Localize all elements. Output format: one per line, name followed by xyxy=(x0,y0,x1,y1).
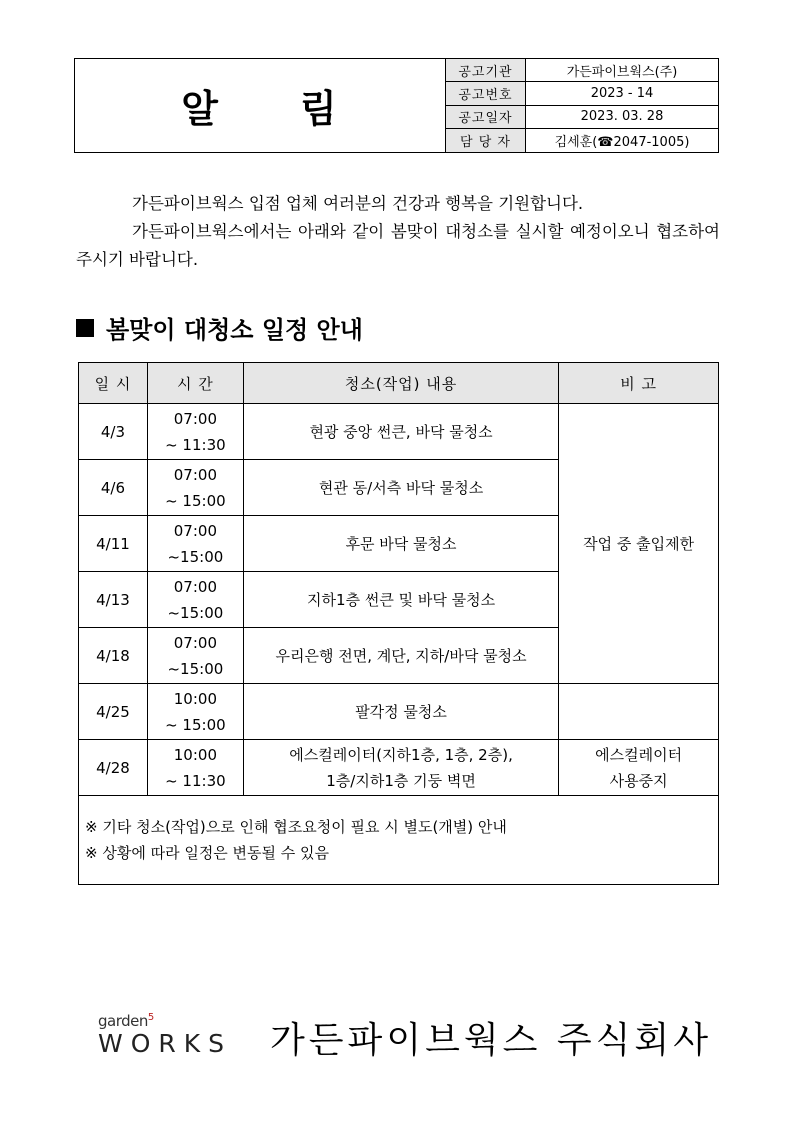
meta-value-contact: 김세훈(☎2047-1005) xyxy=(554,134,690,150)
logo-bottom: WORKS xyxy=(98,1029,233,1058)
cell-content: 우리은행 전면, 계단, 지하/바닥 물청소 xyxy=(243,628,558,684)
section-heading xyxy=(76,310,363,345)
cell-date: 4/28 xyxy=(79,740,148,796)
company-name: 가든파이브웍스 주식회사 xyxy=(270,1020,712,1061)
cell-time xyxy=(147,572,243,628)
note-line-1: ※ 기타 청소(작업)으로 인해 협조요청이 필요 시 별도(개별) 안내 xyxy=(85,818,507,836)
table-row xyxy=(79,740,719,796)
cell-date: 4/25 xyxy=(79,684,148,740)
notice-meta xyxy=(446,59,718,152)
cell-content: 후문 바닥 물청소 xyxy=(243,516,558,572)
table-row xyxy=(79,404,719,460)
meta-key-agency: 공고기관 xyxy=(446,59,526,82)
logo-top xyxy=(98,1012,232,1030)
cell-remark-empty xyxy=(559,684,719,740)
time-end: ~ 11:30 xyxy=(165,771,226,790)
cell-time xyxy=(147,740,243,796)
logo-sup: 5 xyxy=(147,1012,154,1023)
time-end: ~ 15:00 xyxy=(165,491,226,510)
time-start: 07:00 xyxy=(173,465,217,484)
content-line-2: 1층/지하1층 기둥 벽면 xyxy=(326,771,476,790)
meta-key-number: 공고번호 xyxy=(446,82,526,105)
section-title-text: 봄맞이 대청소 일정 안내 xyxy=(106,316,363,344)
time-start: 07:00 xyxy=(173,521,217,540)
remark-line-1: 에스컬레이터 xyxy=(595,745,683,764)
cell-date: 4/11 xyxy=(79,516,148,572)
notice-header xyxy=(74,58,719,153)
title-char-1: 알 xyxy=(181,87,220,131)
time-start: 10:00 xyxy=(173,745,217,764)
content-line-1: 에스컬레이터(지하1층, 1층, 2층), xyxy=(289,745,513,764)
cell-time xyxy=(147,460,243,516)
table-header-row xyxy=(79,363,719,404)
cell-time xyxy=(147,516,243,572)
cell-time xyxy=(147,404,243,460)
table-row xyxy=(79,684,719,740)
schedule-table xyxy=(78,362,719,885)
cell-time xyxy=(147,628,243,684)
remark-line-2: 사용중지 xyxy=(609,771,668,790)
document-title xyxy=(75,59,446,152)
meta-value-number: 2023 - 14 xyxy=(526,82,718,105)
meta-key-contact: 담 당 자 xyxy=(446,129,526,152)
cell-content: 현광 중앙 썬큰, 바닥 물청소 xyxy=(243,404,558,460)
cell-date: 4/13 xyxy=(79,572,148,628)
company-logo xyxy=(98,1012,232,1058)
meta-value-date: 2023. 03. 28 xyxy=(526,106,718,129)
time-end: ~ 11:30 xyxy=(165,435,226,454)
time-start: 07:00 xyxy=(173,577,217,596)
cell-remark-group: 작업 중 출입제한 xyxy=(559,404,719,684)
cell-time xyxy=(147,684,243,740)
cell-content: 팔각정 물청소 xyxy=(243,684,558,740)
meta-value-agency: 가든파이브웍스(주) xyxy=(526,59,718,82)
table-notes-row xyxy=(79,796,719,885)
time-start: 07:00 xyxy=(173,409,217,428)
header-date: 일 시 xyxy=(79,363,148,404)
note-line-2: ※ 상황에 따라 일정은 변동될 수 있음 xyxy=(85,844,330,862)
time-end: ~15:00 xyxy=(167,603,224,622)
logo-word: garden xyxy=(98,1012,148,1030)
header-remark: 비 고 xyxy=(559,363,719,404)
intro-paragraph-2: 가든파이브웍스에서는 아래와 같이 봄맞이 대청소를 실시할 예정이오니 협조하여 주시기 바랍니다. xyxy=(76,222,720,269)
time-end: ~15:00 xyxy=(167,659,224,678)
meta-key-date: 공고일자 xyxy=(446,106,526,129)
time-start: 10:00 xyxy=(173,689,217,708)
cell-remark xyxy=(559,740,719,796)
square-bullet-icon xyxy=(76,319,94,337)
time-end: ~15:00 xyxy=(167,547,224,566)
cell-date: 4/18 xyxy=(79,628,148,684)
time-end: ~ 15:00 xyxy=(165,715,226,734)
header-content: 청소(작업) 내용 xyxy=(243,363,558,404)
cell-content: 현관 동/서측 바닥 물청소 xyxy=(243,460,558,516)
cell-date: 4/3 xyxy=(79,404,148,460)
cell-content: 지하1층 썬큰 및 바닥 물청소 xyxy=(243,572,558,628)
title-char-2: 림 xyxy=(300,87,339,131)
cell-date: 4/6 xyxy=(79,460,148,516)
intro-paragraph-1: 가든파이브웍스 입점 업체 여러분의 건강과 행복을 기원합니다. xyxy=(132,194,584,213)
header-time: 시 간 xyxy=(147,363,243,404)
time-start: 07:00 xyxy=(173,633,217,652)
cell-notes xyxy=(79,796,719,885)
intro-text xyxy=(76,190,720,274)
cell-content xyxy=(243,740,558,796)
